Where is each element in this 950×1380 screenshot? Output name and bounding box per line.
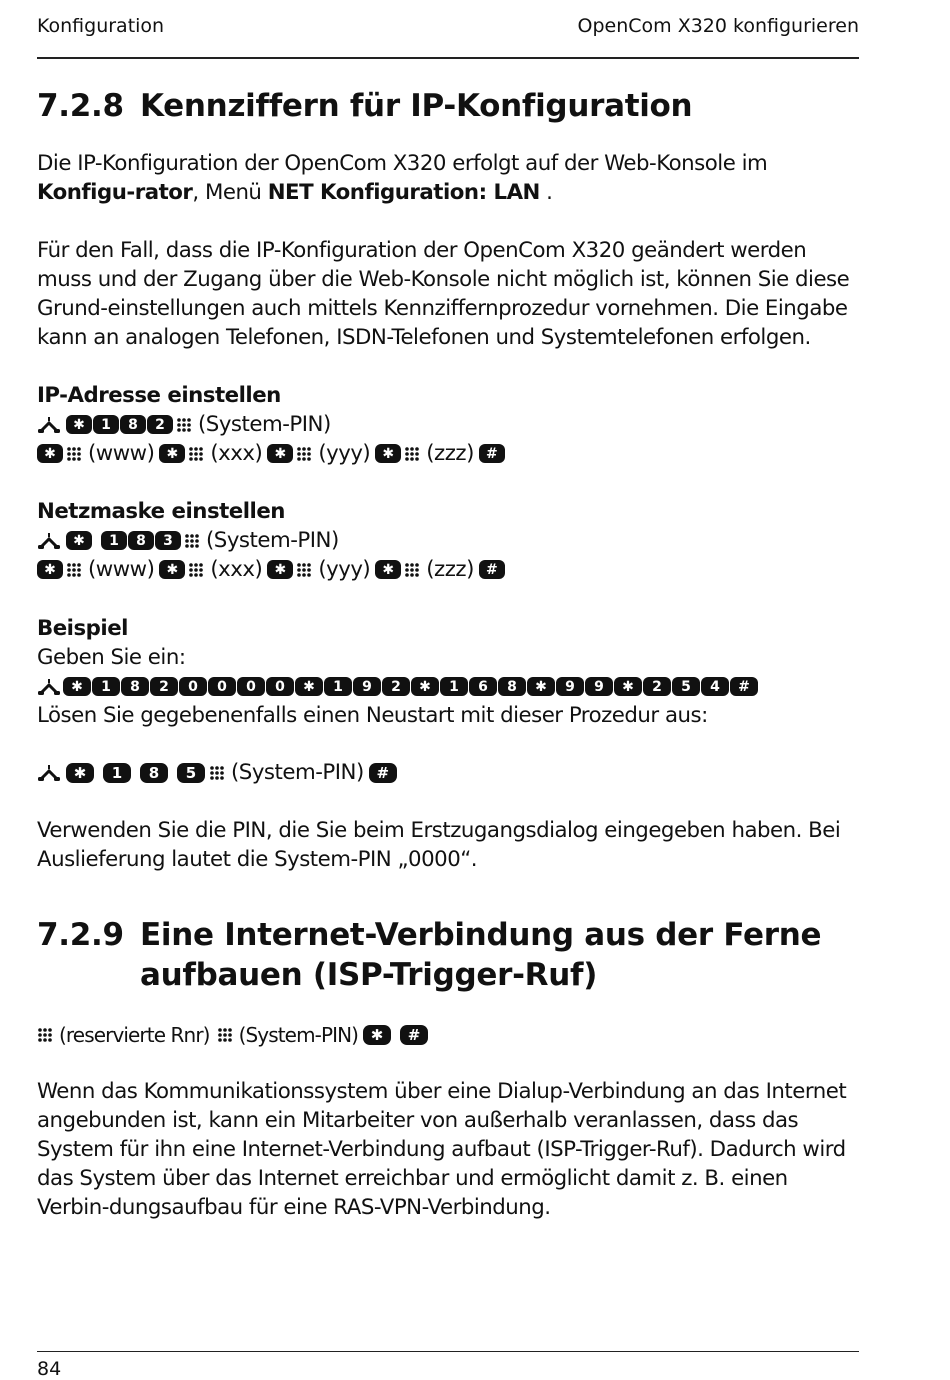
keypad-grid-icon: [296, 446, 312, 462]
key-4: 4: [701, 677, 729, 696]
running-header: [37, 15, 859, 59]
key-8: 8: [120, 415, 146, 434]
star-key: ✱: [267, 444, 293, 463]
star-key: ✱: [159, 560, 185, 579]
ip-address-heading: IP-Adresse einstellen: [37, 383, 281, 408]
example-key-sequence: [37, 672, 759, 701]
star-key: ✱: [37, 560, 63, 579]
netmask-sequence-line1: [37, 526, 344, 555]
hash-key: #: [369, 763, 397, 783]
star-key: ✱: [66, 763, 94, 783]
yyy-label: (yyy): [318, 441, 371, 466]
pin-note-paragraph: Verwenden Sie die PIN, die Sie beim Erstzugangsdialog eingegeben haben. Bei Auslieferung lautet die System-PIN „0000“.: [37, 818, 841, 872]
key-9: 9: [585, 677, 613, 696]
keypad-grid-icon: [176, 417, 192, 433]
key-0: 0: [179, 677, 207, 696]
key-1: 1: [92, 677, 120, 696]
xxx-label: (xxx): [210, 557, 263, 582]
key-1: 1: [103, 763, 131, 783]
hash-key: #: [479, 444, 505, 463]
hash-key: #: [730, 677, 758, 696]
header-title: OpenCom X320 konfigurieren: [577, 15, 859, 37]
key-0: 0: [237, 677, 265, 696]
yyy-label: (yyy): [318, 557, 371, 582]
hash-key: #: [479, 560, 505, 579]
key-2: 2: [382, 677, 410, 696]
key-8: 8: [128, 531, 154, 550]
example-instruction: Geben Sie ein:: [37, 645, 186, 670]
key-9: 9: [556, 677, 584, 696]
page-footer: [37, 1351, 859, 1380]
key-0: 0: [208, 677, 236, 696]
key-5: 5: [672, 677, 700, 696]
system-pin-label: (System-PIN): [198, 412, 331, 437]
www-label: (www): [88, 441, 155, 466]
keypad-grid-icon: [217, 1027, 233, 1043]
star-key: ✱: [614, 677, 642, 696]
handset-lift-icon: [37, 677, 61, 697]
key-0: 0: [266, 677, 294, 696]
page-number: 84: [37, 1358, 62, 1380]
system-pin-label: (System-PIN): [206, 528, 339, 553]
key-3: 3: [155, 531, 181, 550]
isp-trigger-sequence: [37, 1020, 430, 1049]
keypad-grid-icon: [184, 533, 200, 549]
star-key: ✱: [66, 531, 92, 550]
xxx-label: (xxx): [210, 441, 263, 466]
star-key: ✱: [375, 560, 401, 579]
key-8: 8: [121, 677, 149, 696]
restart-sequence: [37, 758, 399, 787]
example-heading: Beispiel: [37, 616, 128, 641]
zzz-label: (zzz): [426, 557, 474, 582]
keypad-grid-icon: [66, 562, 82, 578]
star-key: ✱: [37, 444, 63, 463]
key-1: 1: [440, 677, 468, 696]
netmask-heading: Netzmaske einstellen: [37, 499, 285, 524]
star-key: ✱: [159, 444, 185, 463]
reserved-number-label: (reservierte Rnr): [59, 1022, 210, 1047]
ip-sequence-line1: [37, 410, 336, 439]
star-key: ✱: [527, 677, 555, 696]
key-1: 1: [93, 415, 119, 434]
key-2: 2: [147, 415, 173, 434]
hash-key: #: [400, 1025, 428, 1045]
isp-trigger-paragraph: Wenn das Kommunikationssystem über eine Dialup-Verbindung an das Internet angebunden ist, kann ein Mitarbeiter von außerhalb veranlassen, dass das System für ihn eine Internet-Verbindung aufbaut (ISP-Trigger-Ruf). Dadurch wird das System über das Internet erreichbar und ermöglicht damit z. B. einen Verbin-dungsaufbau für eine RAS-VPN-Verbindung.: [37, 1079, 847, 1220]
www-label: (www): [88, 557, 155, 582]
key-8: 8: [140, 763, 168, 783]
keypad-grid-icon: [296, 562, 312, 578]
system-pin-label: (System-PIN): [238, 1022, 359, 1047]
handset-lift-icon: [37, 415, 61, 435]
keypad-grid-icon: [404, 562, 420, 578]
handset-lift-icon: [37, 531, 61, 551]
key-8: 8: [498, 677, 526, 696]
star-key: ✱: [375, 444, 401, 463]
intro-paragraph: Die IP-Konfiguration der OpenCom X320 erfolgt auf der Web-Konsole im Konfigu-rator, Menü NET Konfiguration: LAN .: [37, 151, 768, 205]
key-1: 1: [324, 677, 352, 696]
zzz-label: (zzz): [426, 441, 474, 466]
section-title: Kennziffern für IP-Konfiguration: [140, 88, 693, 124]
star-key: ✱: [411, 677, 439, 696]
section-title-line2: aufbauen (ISP-Trigger-Ruf): [140, 957, 598, 993]
keypad-grid-icon: [209, 765, 225, 781]
key-9: 9: [353, 677, 381, 696]
keypad-grid-icon: [404, 446, 420, 462]
restart-instruction: Lösen Sie gegebenenfalls einen Neustart mit dieser Prozedur aus:: [37, 703, 708, 728]
ip-sequence-line2: [37, 439, 506, 468]
key-1: 1: [101, 531, 127, 550]
system-pin-label: (System-PIN): [231, 760, 364, 785]
star-key: ✱: [295, 677, 323, 696]
keypad-grid-icon: [188, 446, 204, 462]
header-chapter: Konfiguration: [37, 15, 165, 37]
keypad-grid-icon: [66, 446, 82, 462]
key-6: 6: [469, 677, 497, 696]
key-2: 2: [643, 677, 671, 696]
netmask-sequence-line2: [37, 555, 506, 584]
star-key: ✱: [363, 1025, 391, 1045]
star-key: ✱: [267, 560, 293, 579]
section-number: 7.2.9: [37, 917, 124, 953]
star-key: ✱: [63, 677, 91, 696]
handset-lift-icon: [37, 763, 61, 783]
keypad-grid-icon: [188, 562, 204, 578]
procedure-paragraph: Für den Fall, dass die IP-Konfiguration der OpenCom X320 geändert werden muss und der Zugang über die Web-Konsole nicht möglich ist, können Sie diese Grund-einstellungen auch mittels Kennziffernprozedur vornehmen. Die Eingabe kann an analogen Telefonen, ISDN-Telefonen und Systemtelefonen erfolgen.: [37, 238, 850, 350]
section-title-line1: Eine Internet-Verbindung aus der Ferne: [140, 917, 822, 953]
keypad-grid-icon: [37, 1027, 53, 1043]
key-2: 2: [150, 677, 178, 696]
section-number: 7.2.8: [37, 88, 124, 124]
key-5: 5: [177, 763, 205, 783]
star-key: ✱: [66, 415, 92, 434]
